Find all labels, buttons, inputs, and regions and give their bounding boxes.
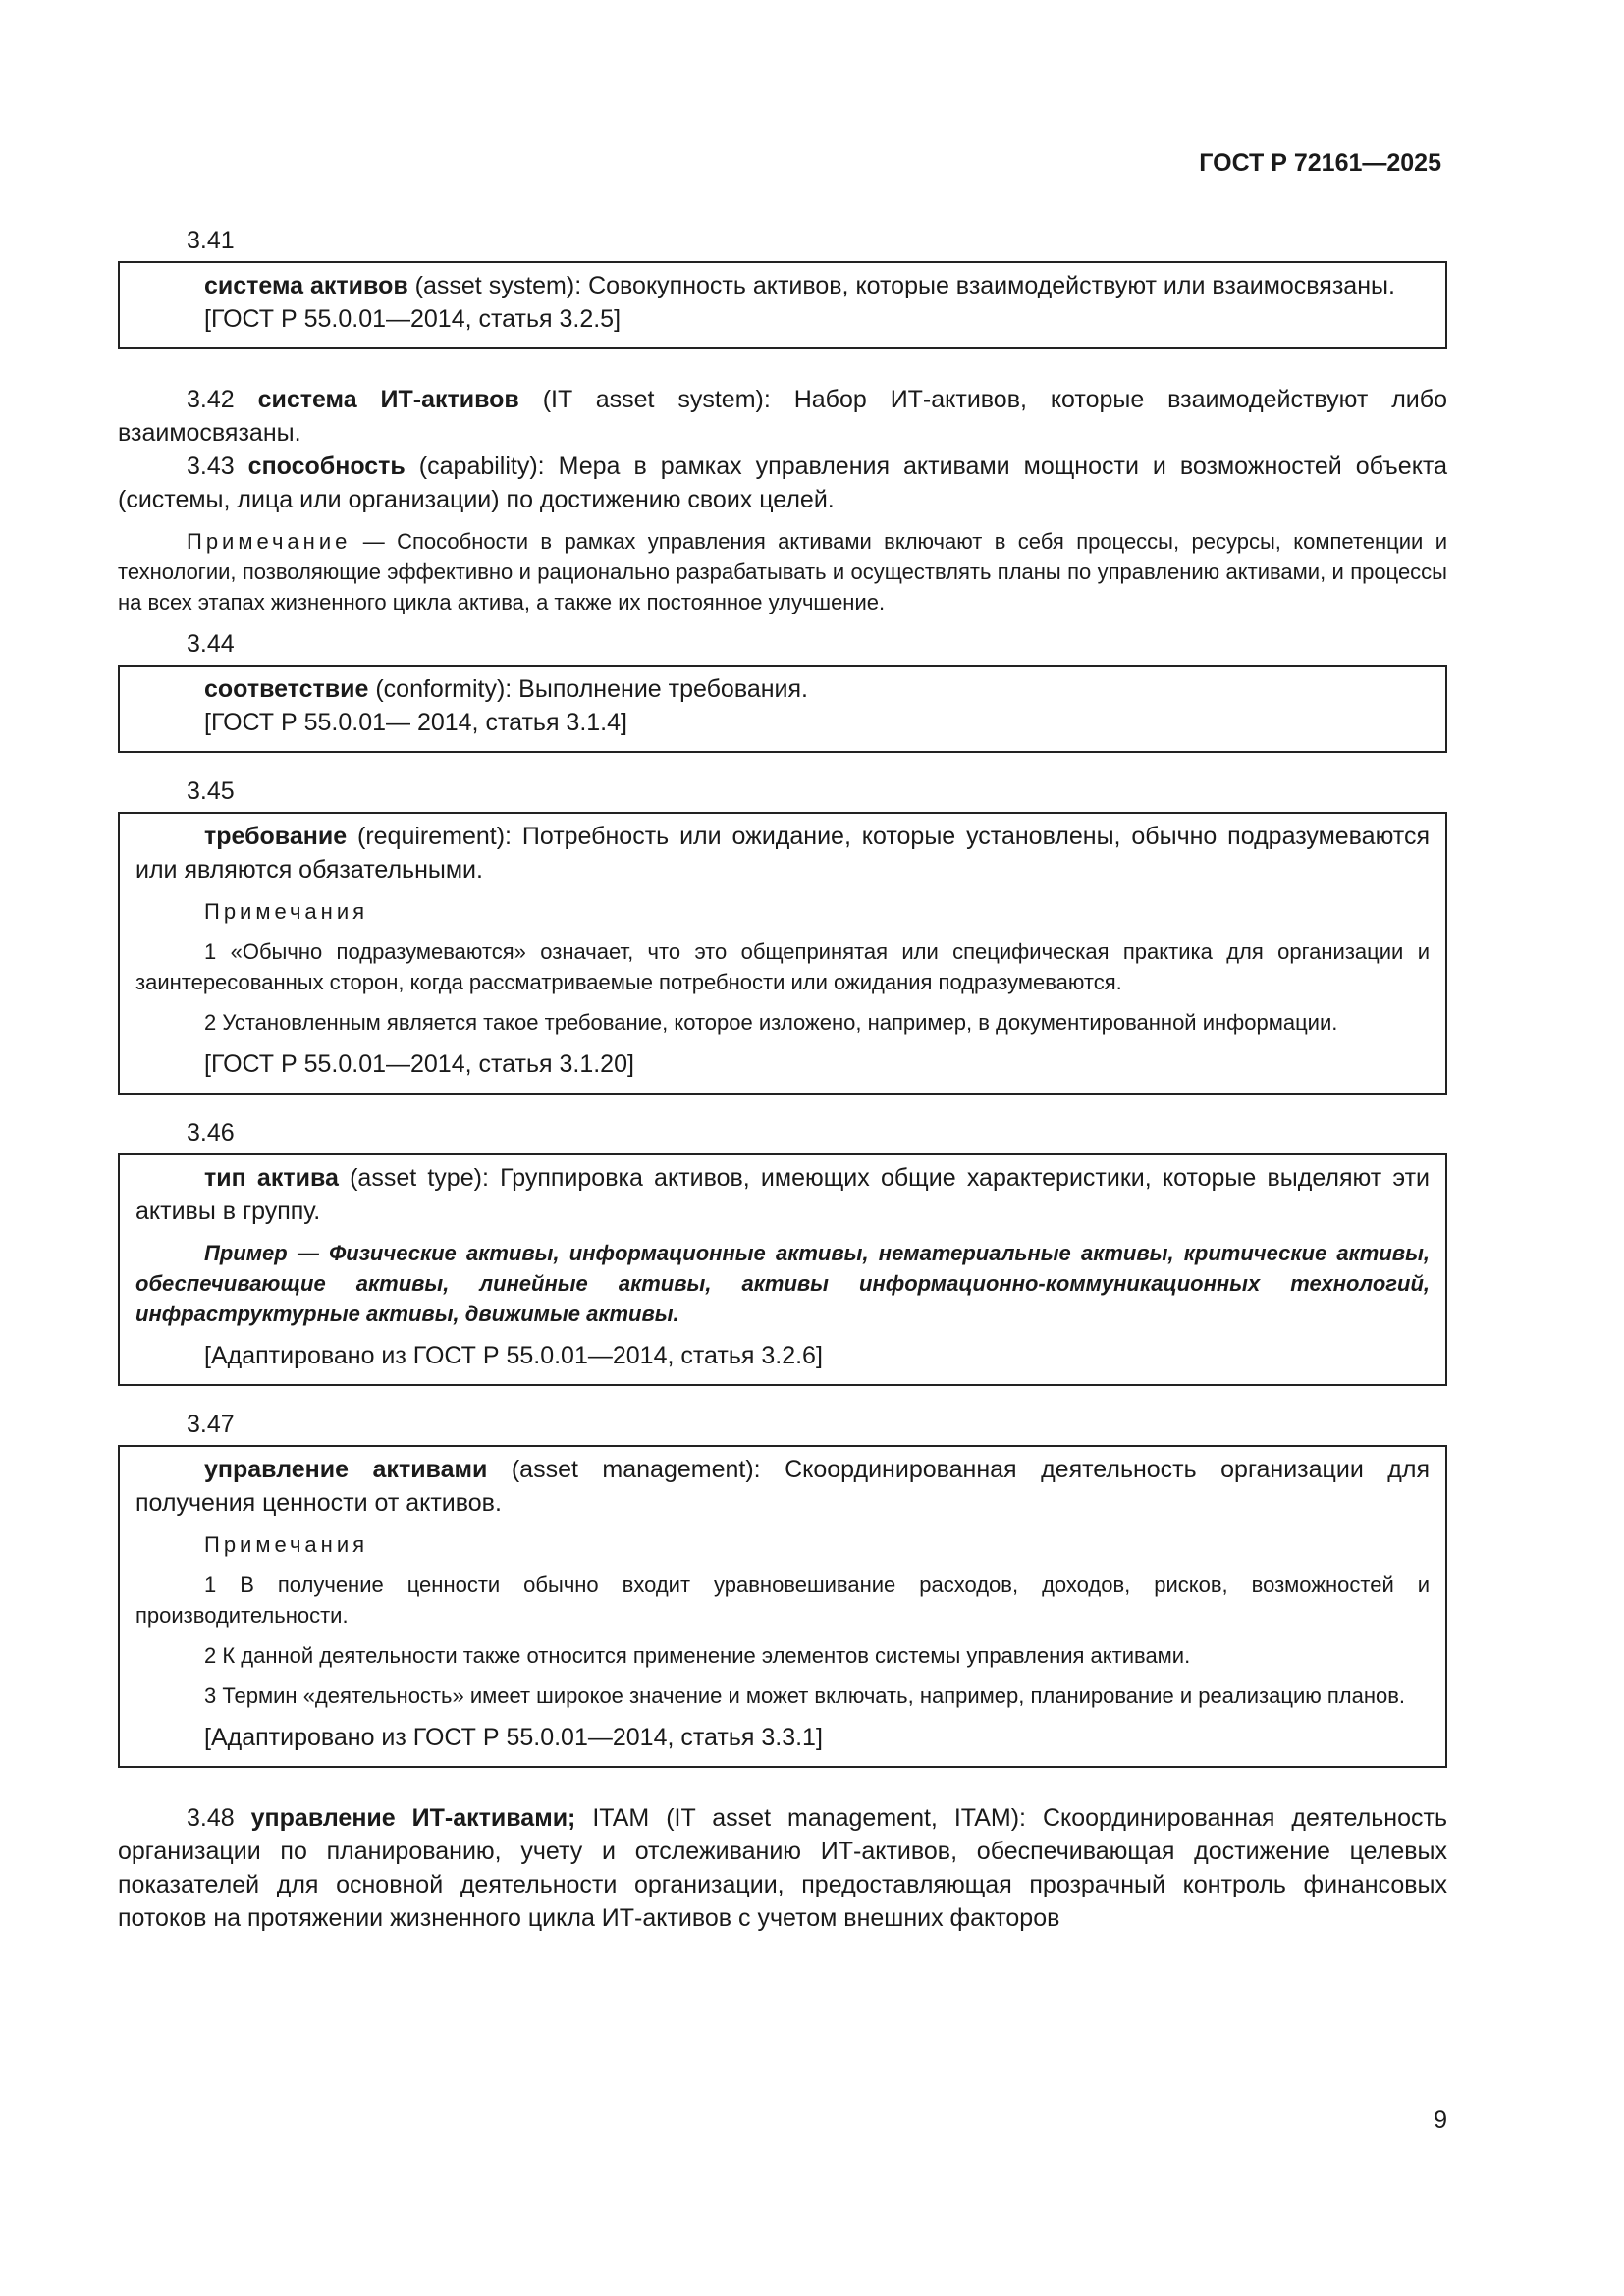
note-3-3-47: 3 Термин «деятельность» имеет широкое значение и может включать, например, планирование и реализацию планов. bbox=[204, 1683, 1406, 1708]
term-box-3-45 bbox=[118, 812, 1447, 1095]
term-text: (capability): Мера в рамках управления активами мощности и возможностей объекта (системы, лица или организации) по достижению своих целей. bbox=[118, 453, 1447, 513]
term-text: ITAM (IT asset management, ITAM): Скоординированная деятельность организации по планированию, учету и отслеживанию ИТ-активов, обеспечивающая достижение целевых показателей для основной деятельности организации, предоставляющая прозрачный контроль финансовых потоков на протяжении жизненного цикла ИТ-активов с учетом внешних факторов bbox=[118, 1804, 1447, 1932]
term-number-3-44: 3.44 bbox=[187, 630, 235, 658]
term-name: способность bbox=[247, 453, 406, 480]
term-source-3-45: [ГОСТ Р 55.0.01—2014, статья 3.1.20] bbox=[204, 1050, 634, 1078]
term-text: (asset system): Совокупность активов, которые взаимодействуют или взаимосвязаны. bbox=[407, 272, 1395, 299]
term-name: тип актива bbox=[204, 1164, 339, 1192]
term-box-3-44 bbox=[118, 665, 1447, 753]
term-source-3-41: [ГОСТ Р 55.0.01—2014, статья 3.2.5] bbox=[204, 305, 622, 333]
term-name: управление ИТ-активами; bbox=[250, 1804, 576, 1832]
term-number-3-46: 3.46 bbox=[187, 1119, 235, 1147]
term-name: требование bbox=[204, 823, 348, 850]
term-number-3-45: 3.45 bbox=[187, 777, 235, 805]
term-example-3-46: Пример — Физические активы, информационные активы, нематериальные активы, критические активы, обеспечивающие активы, линейные активы, активы информационно-коммуникационных технологий, инфраструктурные активы, движимые активы. bbox=[135, 1241, 1430, 1326]
notes-label-3-47: Примечания bbox=[204, 1532, 369, 1557]
term-number: 3.43 bbox=[187, 453, 248, 480]
term-definition-3-45 bbox=[135, 820, 1430, 886]
term-number: 3.48 bbox=[187, 1804, 251, 1832]
term-box-3-47 bbox=[118, 1445, 1447, 1768]
term-name: система ИТ-активов bbox=[257, 386, 519, 413]
note-2-3-47: 2 К данной деятельности также относится применение элементов системы управления активами. bbox=[204, 1643, 1191, 1668]
term-name: соответствие bbox=[204, 675, 369, 703]
term-text: (IT asset system): Набор ИТ-активов, которые взаимодействуют либо взаимосвязаны. bbox=[118, 386, 1447, 447]
term-text: (conformity): Выполнение требования. bbox=[368, 675, 808, 703]
page-content bbox=[118, 224, 1447, 1935]
note-label: Примечание bbox=[187, 529, 352, 554]
note-text: — Способности в рамках управления активами включают в себя процессы, ресурсы, компетенции и технологии, позволяющие эффективно и рационально разрабатывать и осуществлять планы по управлению активами, и процессы на всех этапах жизненного цикла актива, а также их постоянное улучшение. bbox=[118, 529, 1447, 614]
term-number: 3.42 bbox=[187, 386, 258, 413]
term-source-3-44: [ГОСТ Р 55.0.01— 2014, статья 3.1.4] bbox=[204, 709, 627, 736]
term-definition-3-44 bbox=[135, 672, 1430, 706]
term-name: управление активами bbox=[204, 1456, 488, 1483]
note-2-3-45: 2 Установленным является такое требование, которое изложено, например, в документированной информации. bbox=[204, 1010, 1338, 1035]
note-1-3-45: 1 «Обычно подразумеваются» означает, что это общепринятая или специфическая практика для организации и заинтересованных сторон, когда рассматриваемые потребности или ожидания подразумеваются. bbox=[135, 939, 1430, 994]
term-definition-3-42 bbox=[118, 383, 1447, 450]
term-box-3-41 bbox=[118, 261, 1447, 349]
page-number: 9 bbox=[1434, 2107, 1447, 2134]
term-definition-3-43 bbox=[118, 450, 1447, 516]
term-name: система активов bbox=[204, 272, 408, 299]
term-definition-3-48 bbox=[118, 1801, 1447, 1935]
term-box-3-46 bbox=[118, 1153, 1447, 1386]
term-number-3-47: 3.47 bbox=[187, 1411, 235, 1438]
term-source-3-47: [Адаптировано из ГОСТ Р 55.0.01—2014, статья 3.3.1] bbox=[204, 1724, 823, 1751]
term-definition-3-46 bbox=[135, 1161, 1430, 1228]
term-note-3-43 bbox=[118, 526, 1447, 617]
term-definition-3-41 bbox=[135, 269, 1430, 302]
term-text: (asset type): Группировка активов, имеющих общие характеристики, которые выделяют эти активы в группу. bbox=[135, 1164, 1430, 1225]
term-source-3-46: [Адаптировано из ГОСТ Р 55.0.01—2014, статья 3.2.6] bbox=[204, 1342, 823, 1369]
term-text: (asset management): Скоординированная деятельность организации для получения ценности от активов. bbox=[135, 1456, 1430, 1517]
term-definition-3-47 bbox=[135, 1453, 1430, 1520]
notes-label-3-45: Примечания bbox=[204, 899, 369, 924]
term-text: (requirement): Потребность или ожидание, которые установлены, обычно подразумеваются или являются обязательными. bbox=[135, 823, 1430, 883]
term-number-3-41: 3.41 bbox=[187, 227, 235, 254]
document-code: ГОСТ Р 72161—2025 bbox=[1199, 149, 1441, 177]
note-1-3-47: 1 В получение ценности обычно входит уравновешивание расходов, доходов, рисков, возможностей и производительности. bbox=[135, 1573, 1430, 1628]
